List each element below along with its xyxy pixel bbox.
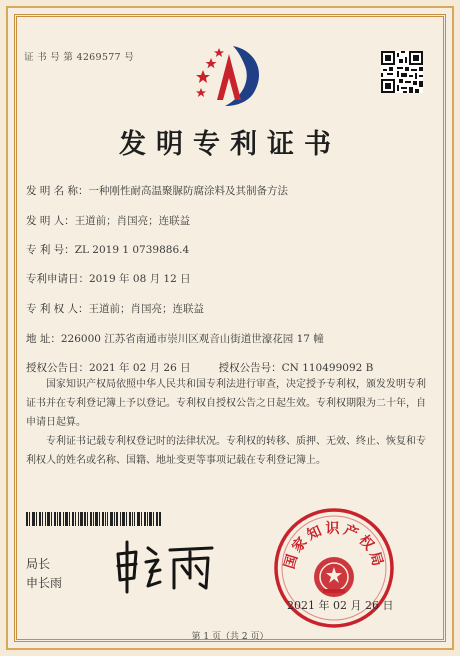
field-patent-number xyxy=(26,242,189,257)
qr-code-icon xyxy=(381,51,423,93)
field-application-date xyxy=(26,271,191,286)
issue-date: 2021 年 02 月 26 日 xyxy=(287,599,394,612)
field-value: 2019 年 08 月 12 日 xyxy=(89,273,191,285)
director-title: 局长 xyxy=(26,557,51,571)
director-name: 申长雨 xyxy=(26,576,63,590)
field-label: 授权公告日： xyxy=(26,362,89,374)
certificate-number: 证 书 号 第 4269577 号 xyxy=(24,52,135,63)
field-value: 2021 年 02 月 26 日 xyxy=(89,362,191,374)
field-label: 地 址： xyxy=(26,333,61,345)
body-paragraph-1: 国家知识产权局依照中华人民共和国专利法进行审查，决定授予专利权，颁发发明专利证书并在专利登记簿上予以登记。专利权自授权公告之日起生效。专利权期限为二十年，自申请日起算。 xyxy=(26,379,426,428)
field-label: 专利申请日： xyxy=(26,273,89,285)
field-value: CN 110499092 B xyxy=(281,362,374,374)
page-indicator: 第 1 页（共 2 页） xyxy=(191,632,269,642)
svg-text:国家知识产权局: 国家知识产权局 xyxy=(281,521,387,571)
field-address xyxy=(26,331,324,346)
field-invention-name xyxy=(26,183,288,198)
field-value: 一种刚性耐高温聚脲防腐涂料及其制备方法 xyxy=(88,185,289,197)
barcode-icon xyxy=(26,512,161,526)
field-value: 王道前；肖国亮；连联益 xyxy=(74,215,191,227)
field-label: 发 明 名 称： xyxy=(26,185,89,197)
field-label: 发 明 人： xyxy=(26,215,75,227)
field-label: 专 利 权 人： xyxy=(26,303,89,315)
field-value: 王道前；肖国亮；连联益 xyxy=(88,303,205,315)
field-grant-date xyxy=(26,360,373,375)
field-inventors xyxy=(26,213,190,228)
field-label: 专 利 号： xyxy=(26,244,75,256)
cnipa-logo-icon xyxy=(195,42,267,108)
body-paragraph-2: 专利证书记载专利权登记时的法律状况。专利权的转移、质押、无效、终止、恢复和专利权人的姓名或名称、国籍、地址变更等事项记载在专利登记簿上。 xyxy=(26,436,426,466)
field-label: 授权公告号： xyxy=(218,362,282,374)
field-patentee xyxy=(26,301,204,316)
field-value: 226000 江苏省南通市崇川区观音山街道世濠花园 17 幢 xyxy=(60,333,324,345)
field-value: ZL 2019 1 0739886.4 xyxy=(74,244,190,256)
director-signature xyxy=(112,538,217,594)
certificate-title: 发明专利证书 xyxy=(119,129,341,160)
